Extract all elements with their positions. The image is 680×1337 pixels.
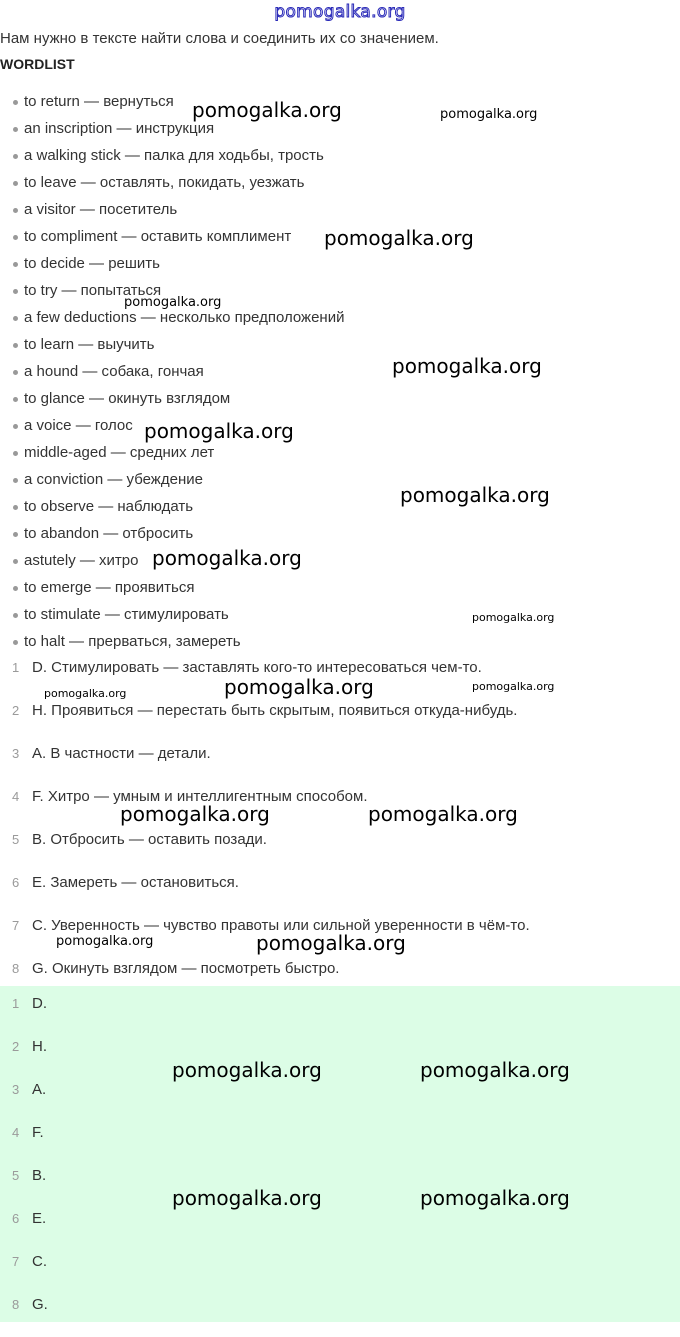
wordlist-item — [0, 520, 344, 547]
wordlist-item — [0, 196, 344, 223]
wordlist-item-text: to try — попытаться — [24, 282, 162, 299]
bullet-icon — [13, 451, 18, 456]
wordlist-item-text: to halt — прерваться, замереть — [24, 633, 241, 650]
answer-item — [0, 1208, 48, 1251]
watermark: pomogalka.org — [400, 483, 550, 507]
definition-item — [0, 743, 530, 786]
wordlist-item — [0, 331, 344, 358]
item-number: 4 — [12, 789, 20, 804]
bullet-icon — [13, 208, 18, 213]
watermark: pomogalka.org — [224, 675, 374, 699]
answer-item — [0, 1251, 48, 1294]
answer-item — [0, 1294, 48, 1337]
wordlist-item-text: to compliment — оставить комплимент — [24, 228, 292, 245]
answer-text: E. — [32, 1210, 47, 1227]
task-intro: Нам нужно в тексте найти слова и соединить их со значением. — [0, 30, 439, 47]
watermark: pomogalka.org — [440, 107, 538, 122]
wordlist-item-text: to abandon — отбросить — [24, 525, 194, 542]
item-number: 2 — [12, 703, 20, 718]
bullet-icon — [13, 343, 18, 348]
wordlist-item — [0, 574, 344, 601]
watermark: pomogalka.org — [420, 1186, 570, 1210]
item-number: 1 — [12, 996, 20, 1011]
definition-text: A. В частности — детали. — [32, 745, 211, 762]
item-number: 4 — [12, 1125, 20, 1140]
watermark: pomogalka.org — [472, 611, 555, 624]
wordlist-item-text: to decide — решить — [24, 255, 160, 272]
watermark: pomogalka.org — [420, 1058, 570, 1082]
wordlist-item — [0, 628, 344, 655]
watermark: pomogalka.org — [172, 1058, 322, 1082]
wordlist-item — [0, 169, 344, 196]
wordlist-item-text: a voice — голос — [24, 417, 133, 434]
answer-panel — [0, 986, 680, 1322]
wordlist-item-text: to learn — выучить — [24, 336, 155, 353]
item-number: 3 — [12, 746, 20, 761]
site-logo[interactable]: pomogalka.org — [274, 2, 406, 22]
watermark: pomogalka.org — [256, 931, 406, 955]
wordlist-item-text: a few deductions — несколько предположений — [24, 309, 345, 326]
item-number: 7 — [12, 918, 20, 933]
answer-text: H. — [32, 1038, 47, 1055]
item-number: 6 — [12, 875, 20, 890]
definition-text: G. Окинуть взглядом — посмотреть быстро. — [32, 960, 340, 977]
answer-text: B. — [32, 1167, 47, 1184]
definition-text: C. Уверенность — чувство правоты или сильной уверенности в чём-то. — [32, 917, 530, 934]
wordlist-item — [0, 385, 344, 412]
bullet-icon — [13, 532, 18, 537]
bullet-icon — [13, 640, 18, 645]
answer-text: D. — [32, 995, 47, 1012]
wordlist-item-text: a visitor — посетитель — [24, 201, 178, 218]
item-number: 6 — [12, 1211, 20, 1226]
item-number: 5 — [12, 832, 20, 847]
bullet-icon — [13, 424, 18, 429]
wordlist-item — [0, 493, 344, 520]
watermark: pomogalka.org — [44, 687, 127, 700]
answer-text: G. — [32, 1296, 48, 1313]
wordlist-item-text: astutely — хитро — [24, 552, 139, 569]
definition-text: B. Отбросить — оставить позади. — [32, 831, 267, 848]
item-number: 5 — [12, 1168, 20, 1183]
wordlist-item — [0, 358, 344, 385]
watermark: pomogalka.org — [472, 680, 555, 693]
answer-text: A. — [32, 1081, 47, 1098]
wordlist-title: WORDLIST — [0, 56, 75, 72]
answer-item — [0, 1122, 48, 1165]
answer-item — [0, 993, 48, 1036]
wordlist-item-text: a conviction — убеждение — [24, 471, 203, 488]
answer-text: C. — [32, 1253, 47, 1270]
wordlist-item — [0, 142, 344, 169]
answer-item — [0, 1079, 48, 1122]
bullet-icon — [13, 505, 18, 510]
watermark: pomogalka.org — [172, 1186, 322, 1210]
wordlist-item-text: to leave — оставлять, покидать, уезжать — [24, 174, 305, 191]
wordlist-item-text: to stimulate — стимулировать — [24, 606, 229, 623]
wordlist-item — [0, 601, 344, 628]
watermark: pomogalka.org — [392, 354, 542, 378]
answer-item — [0, 1036, 48, 1079]
bullet-icon — [13, 100, 18, 105]
wordlist-item — [0, 223, 344, 250]
watermark: pomogalka.org — [368, 802, 518, 826]
item-number: 1 — [12, 660, 20, 675]
watermark: pomogalka.org — [120, 802, 270, 826]
answer-key-list — [0, 993, 48, 1337]
watermark: pomogalka.org — [152, 546, 302, 570]
watermark: pomogalka.org — [192, 98, 342, 122]
watermark: pomogalka.org — [124, 295, 222, 310]
item-number: 8 — [12, 1297, 20, 1312]
item-number: 8 — [12, 961, 20, 976]
bullet-icon — [13, 613, 18, 618]
wordlist-item-text: a hound — собака, гончая — [24, 363, 204, 380]
item-number: 3 — [12, 1082, 20, 1097]
wordlist-item-text: an inscription — инструкция — [24, 120, 215, 137]
definition-item — [0, 829, 530, 872]
definition-text: D. Стимулировать — заставлять кого-то интересоваться чем-то. — [32, 659, 482, 676]
watermark: pomogalka.org — [56, 934, 154, 949]
bullet-icon — [13, 262, 18, 267]
bullet-icon — [13, 289, 18, 294]
answer-item — [0, 1165, 48, 1208]
bullet-icon — [13, 181, 18, 186]
answer-text: F. — [32, 1124, 44, 1141]
wordlist-item — [0, 439, 344, 466]
wordlist-item-text: a walking stick — палка для ходьбы, трость — [24, 147, 324, 164]
bullet-icon — [13, 154, 18, 159]
wordlist-item — [0, 250, 344, 277]
definition-text: H. Проявиться — перестать быть скрытым, появиться откуда-нибудь. — [32, 702, 518, 719]
bullet-icon — [13, 397, 18, 402]
watermark: pomogalka.org — [144, 419, 294, 443]
watermark: pomogalka.org — [324, 226, 474, 250]
bullet-icon — [13, 316, 18, 321]
wordlist-item-text: to return — вернуться — [24, 93, 174, 110]
definition-item — [0, 700, 530, 743]
bullet-icon — [13, 478, 18, 483]
item-number: 7 — [12, 1254, 20, 1269]
wordlist-item-text: to observe — наблюдать — [24, 498, 194, 515]
wordlist-item-text: to glance — окинуть взглядом — [24, 390, 231, 407]
wordlist-item — [0, 466, 344, 493]
item-number: 2 — [12, 1039, 20, 1054]
wordlist-item-text: middle-aged — средних лет — [24, 444, 215, 461]
definition-text: F. Хитро — умным и интеллигентным способом. — [32, 788, 368, 805]
wordlist-item-text: to emerge — проявиться — [24, 579, 195, 596]
bullet-icon — [13, 370, 18, 375]
bullet-icon — [13, 586, 18, 591]
bullet-icon — [13, 559, 18, 564]
definition-item — [0, 872, 530, 915]
bullet-icon — [13, 127, 18, 132]
bullet-icon — [13, 235, 18, 240]
definition-text: E. Замереть — остановиться. — [32, 874, 239, 891]
